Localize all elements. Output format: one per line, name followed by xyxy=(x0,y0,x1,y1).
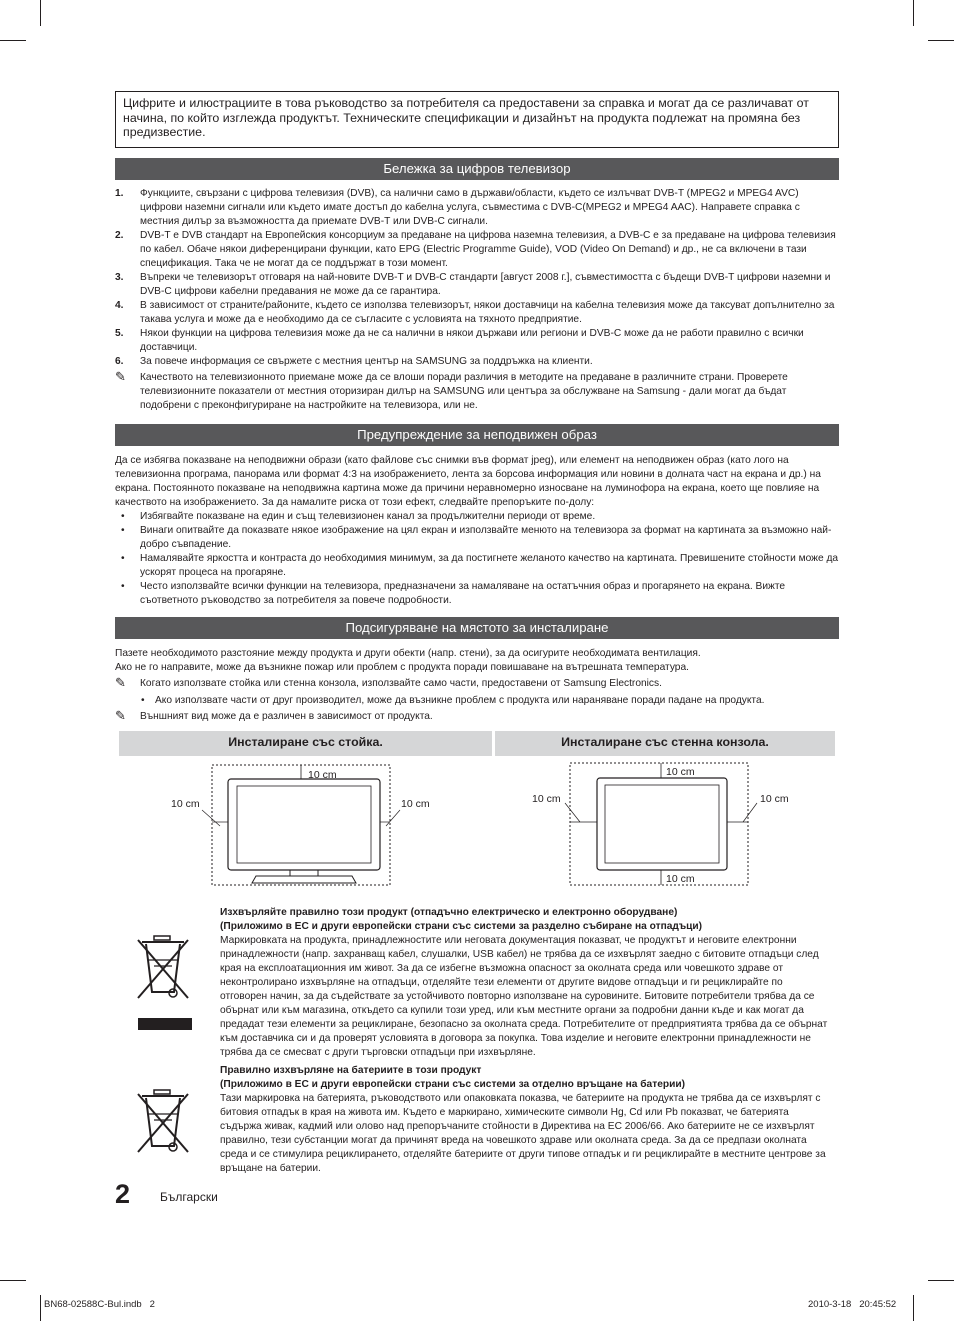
crop-mark xyxy=(928,1280,954,1281)
dim-leader xyxy=(565,803,580,822)
item-text: Функциите, свързани с цифрова телевизия (DVB), са налични само в държави/области, където се излъчват DVB-T (MPEG2 и MPEG4 AVC) цифрови наземни сигнали или където имате достъп до кабелна услуга, съвместима с DVB-C(MPEG2 и MPEG4 AAC). Направете справка с местния дилър за възможността да приемате DVB-T или DVB-C сигнали. xyxy=(140,188,800,227)
disclaimer-box: Цифрите и илюстрациите в това ръководство за потребителя са предоставени за справка и могат да се различават от начина, по който изглежда продуктът. Техническите спецификации и дизайнът на продукта подлежат на промяна без предизвестие. xyxy=(115,91,839,148)
list-item xyxy=(115,187,839,229)
crop-mark xyxy=(0,40,26,41)
battery-text-block xyxy=(220,1064,830,1176)
item-number: 6. xyxy=(115,356,124,367)
list-item xyxy=(115,299,839,327)
still-image-intro: Да се избягва показване на неподвижни образи (като файлове със снимки във формат jpeg), или елемент на неподвижен образ (като лого на телевизионна програма, панорама или формат 4:3 на изображението, лента за борсова информация или новини в долната част на екрана и др.) на екрана. Постоянното показване на неподвижна картина може да причини неравномерно износване на луминофора на екрана, което ще повлияе на качеството на изображението. За да намалите риска от този ефект, следвайте препоръките по-долу: xyxy=(115,455,821,508)
bullet-item xyxy=(115,524,839,552)
tv-stand-neck xyxy=(290,870,318,876)
bullet-text: Ако използвате части от друг производител, може да възникне проблем с продукта или нараняване поради падане на продукта. xyxy=(155,695,765,706)
section-heading-digital-tv: Бележка за цифров телевизор xyxy=(115,158,839,180)
note-item xyxy=(115,371,839,413)
weee-subtitle: (Приложимо в ЕС и други европейски страни със системи за разделно събиране на отпадъци) xyxy=(220,921,703,932)
note-text: Качеството на телевизионното приемане може да се влоши поради различия в методите на предаване в различните страни. Проверете телевизионните показатели от местния оторизиран дилър на SAMSUNG или центъра за обслужване на Samsung - дали могат да бъдат подобрени с преконфигуриране на настройките на телевизора, или не. xyxy=(140,372,788,411)
crossed-out-bin-icon xyxy=(134,932,194,1032)
battery-subtitle: (Приложимо в ЕС и други европейски страни със системи за отделно връщане на батерии) xyxy=(220,1079,686,1090)
dim-label-right: 10 cm xyxy=(760,793,789,805)
bullet-mark: • xyxy=(121,581,125,592)
dim-arrow xyxy=(212,819,228,826)
item-text: Някои функции на цифрова телевизия може да не са налични в някои държави или региони и DVB-C може да не работи правилно с всички доставчици. xyxy=(140,328,804,353)
weee-body: Маркировката на продукта, принадлежностите или неговата документация показват, че продуктът и неговите електронни принадлежности (напр. захранващ кабел, слушалки, USB кабел) не трябва да се изхвърлят заедно с битовите отпадъци след края на експлоатационния им живот. За да се избегне възможна опасност за околната среда или човешкото здраве от неконтролирано изхвърляне на отпадъци, отделяйте тези елементи от другите видове отпадъци и ги рециклирайте по отговорен начин, за да съдействате за устойчивото повторно използване на суровините. Битовите потребители трябва да се обърнат или към магазина, откъдето са купили този уред, или към местните органи за подробни данни къде и как могат да предадат тези елементи за рециклиране, безопасно за околната среда. Потребителите от предприятията трябва да се обърнат към доставчика си и да проверят условията в договора за покупка. Това изделие и неговите електронни принадлежности не трябва да се смесват с други търговски отпадъци при изхвърляне. xyxy=(220,935,828,1058)
sub-bullet-item xyxy=(115,694,839,708)
item-number: 2. xyxy=(115,230,124,241)
install-line: Пазете необходимото разстояние между продукта и други обекти (напр. стени), за да осигурите необходимата вентилация. xyxy=(115,648,701,659)
battery-title: Правилно изхвърляне на батериите в този продукт xyxy=(220,1065,482,1076)
bullet-mark: • xyxy=(121,553,125,564)
bullet-item xyxy=(115,580,839,608)
print-timestamp: 2010-3-18 20:45:52 xyxy=(808,1299,897,1310)
still-image-body xyxy=(115,454,839,608)
dim-label-right: 10 cm xyxy=(401,798,430,810)
section-heading-install: Подсигуряване на мястото за инсталиране xyxy=(115,617,839,639)
list-item xyxy=(115,271,839,299)
crop-mark xyxy=(40,0,41,26)
weee-text-block xyxy=(220,906,830,1060)
dim-leader xyxy=(386,810,400,826)
section-heading-still-image: Предупреждение за неподвижен образ xyxy=(115,424,839,446)
item-text: За повече информация се свържете с местния център на SAMSUNG за поддръжка на клиенти. xyxy=(140,356,593,367)
note-icon: ✎ xyxy=(115,369,126,384)
dim-label-left: 10 cm xyxy=(171,798,200,810)
dim-leader xyxy=(202,810,220,826)
item-number: 3. xyxy=(115,272,124,283)
crop-mark xyxy=(928,40,954,41)
crossed-out-battery-bin-icon xyxy=(134,1086,194,1158)
item-number: 4. xyxy=(115,300,124,311)
wall-install-diagram xyxy=(525,758,805,888)
print-file-name: BN68-02588C-Bul.indb 2 xyxy=(44,1299,155,1310)
item-text: В зависимост от страните/районите, където се използва телевизорът, някои доставчици на кабелна телевизия може да таксуват допълнително за такава услуга и може да е необходимо да се съгласите с условията на тяхното предприятие. xyxy=(140,300,835,325)
tv-frame xyxy=(597,778,727,870)
note-item xyxy=(115,710,839,724)
bullet-text: Често използвайте всички функции на телевизора, предназначени за намаляване на остатъчния образ и прогарянето на екрана. Вижте съответното ръководство за потребителя за повече подробности. xyxy=(140,581,786,606)
item-text: DVB-T е DVB стандарт на Европейския консорциум за предаване на цифрова наземна телевизия, а DVB-C е за предаване на цифрова телевизия по кабел. Обаче някои диференцирани функции, като EPG (Electric Programme Guide), VOD (Video On Demand) и др., не са включени в тази спецификация. Така че не могат да се поддържат в този момент. xyxy=(140,230,836,269)
note-item xyxy=(115,677,839,691)
bullet-mark: • xyxy=(121,511,125,522)
bullet-text: Винаги опитвайте да показвате някое изображение на цял екран и използвайте менюто на телевизора за формат на картината за възможно най-добро съвпадение. xyxy=(140,525,832,550)
list-item xyxy=(115,355,839,369)
list-item xyxy=(115,327,839,355)
crop-mark xyxy=(913,1295,914,1321)
bullet-item xyxy=(115,510,839,524)
battery-body: Тази маркировка на батерията, ръководството или опаковката показва, че батериите на продукта не трябва да се изхвърлят с битовия отпадък в края на живота им. Където е маркирано, химическите символи Hg, Cd или Pb показват, че батерията съдържа живак, кадмий или олово над препоръчаните стойности в Директива на ЕС 2006/66. Ако батериите не се изхвърлят правилно, тези субстанции могат да причинят вреда на човешкото здраве или околната среда. За да се предпази околната среда и се стимулира рециклирането, отделяйте батериите от други типове отпадък и ги рециклирайте в местните центрове за връщане на батерии. xyxy=(220,1093,826,1174)
note-text: Когато използвате стойка или стенна конзола, използвайте само части, предоставени от Samsung Electronics. xyxy=(140,678,662,689)
install-body xyxy=(115,647,839,724)
stand-install-label: Инсталиране със стойка. xyxy=(119,731,492,756)
note-icon: ✎ xyxy=(115,675,126,690)
bullet-text: Избягвайте показване на един и същ телевизионен канал за продължителни периоди от време. xyxy=(140,511,596,522)
weee-title: Изхвърляйте правилно този продукт (отпадъчно електрическо и електронно оборудване) xyxy=(220,907,678,918)
page-number: 2 xyxy=(115,1179,131,1209)
crop-mark xyxy=(913,0,914,26)
crop-mark xyxy=(40,1295,41,1321)
list-item xyxy=(115,229,839,271)
dim-label-top: 10 cm xyxy=(308,769,337,781)
page-language: Български xyxy=(160,1190,218,1204)
tv-stand-base xyxy=(252,876,356,883)
dim-label-left: 10 cm xyxy=(532,793,561,805)
dim-label-top: 10 cm xyxy=(666,766,695,778)
note-icon: ✎ xyxy=(115,708,126,723)
bullet-item xyxy=(115,552,839,580)
item-number: 5. xyxy=(115,328,124,339)
dim-label-bottom: 10 cm xyxy=(666,873,695,885)
install-line: Ако не го направите, може да възникне пожар или проблем с продукта поради повишаване на вътрешната температура. xyxy=(115,662,689,673)
bullet-mark: • xyxy=(121,525,125,536)
note-text: Външният вид може да е различен в зависимост от продукта. xyxy=(140,711,433,722)
bullet-mark: • xyxy=(141,695,145,706)
bullet-text: Намалявайте яркостта и контраста до необходимия минимум, за да постигнете желаното качество на картината. Превишените стойности може да ускорят процеса на прогаряне. xyxy=(140,553,839,578)
wall-install-label: Инсталиране със стенна конзола. xyxy=(495,731,835,756)
tv-frame xyxy=(228,779,380,870)
stand-install-diagram xyxy=(160,758,440,888)
item-text: Въпреки че телевизорът отговаря на най-новите DVB-T и DVB-C стандарти [август 2008 г.], съвместимостта с бъдещи DVB-T цифрови наземни и DVB-C цифрови кабелни предавания не може да се гарантира. xyxy=(140,272,831,297)
item-number: 1. xyxy=(115,188,124,199)
crop-mark xyxy=(0,1280,26,1281)
dim-leader xyxy=(743,803,757,822)
digital-tv-list xyxy=(115,187,839,413)
